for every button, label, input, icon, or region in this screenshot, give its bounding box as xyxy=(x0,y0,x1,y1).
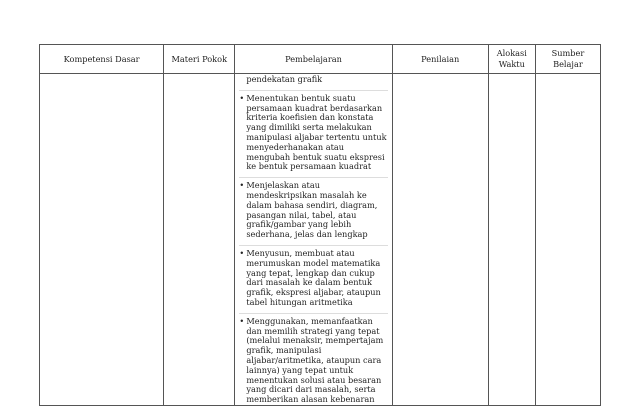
cell-pembelajaran xyxy=(235,74,392,406)
list-item xyxy=(239,245,387,308)
list-item xyxy=(239,313,387,405)
list-item-text: Menjelaskan atau mendeskripsikan masalah ke dalam bahasa sendiri, diagram, pasangan nilai, tabel, atau grafik/gambar yang lebih sederhana, jelas dan lengkap xyxy=(246,180,378,240)
header-pembelajaran: Pembelajaran xyxy=(235,45,392,74)
content-row xyxy=(40,74,601,406)
syllabus-table xyxy=(39,44,601,406)
list-item-text: Menyusun, membuat atau merumuskan model matematika yang tepat, lengkap dan cukup dari masalah ke dalam bentuk grafik, ekspresi aljabar, ataupun tabel hitungan aritmetika xyxy=(246,247,381,307)
list-item-text: Menggunakan, memanfaatkan dan memilih strategi yang tepat (melalui menaksir, mempertajam grafik, manipulasi aljabar/aritmetika, ataupun cara lainnya) yang tepat untuk menentukan solusi atau besaran yang dicari dari masalah, serta memberikan alasan kebenaran xyxy=(246,315,384,405)
list-item xyxy=(239,90,387,172)
list-item xyxy=(239,177,387,240)
bullet-icon: • xyxy=(239,180,245,191)
bullet-icon: • xyxy=(239,247,245,258)
cell-sumber-belajar xyxy=(535,74,600,406)
header-materi-pokok: Materi Pokok xyxy=(164,45,235,74)
cell-alokasi-waktu xyxy=(488,74,535,406)
cell-materi-pokok xyxy=(164,74,235,406)
header-penilaian: Penilaian xyxy=(392,45,488,74)
header-kompetensi-dasar: Kompetensi Dasar xyxy=(40,45,164,74)
header-row xyxy=(40,45,601,74)
bullet-icon: • xyxy=(239,92,245,103)
cell-penilaian xyxy=(392,74,488,406)
continuation-text: pendekatan grafik xyxy=(246,74,323,84)
header-sumber-belajar: Sumber Belajar xyxy=(535,45,600,74)
header-alokasi-waktu: Alokasi Waktu xyxy=(488,45,535,74)
cell-kompetensi-dasar xyxy=(40,74,164,406)
bullet-icon: • xyxy=(239,315,245,326)
list-item-text: Menentukan bentuk suatu persamaan kuadrat berdasarkan kriteria koefisien dan konstata yang dimiliki serta melakukan manipulasi aljabar tertentu untuk menyederhanakan atau mengubah bentuk suatu ekspresi ke bentuk persamaan kuadrat xyxy=(246,92,387,172)
